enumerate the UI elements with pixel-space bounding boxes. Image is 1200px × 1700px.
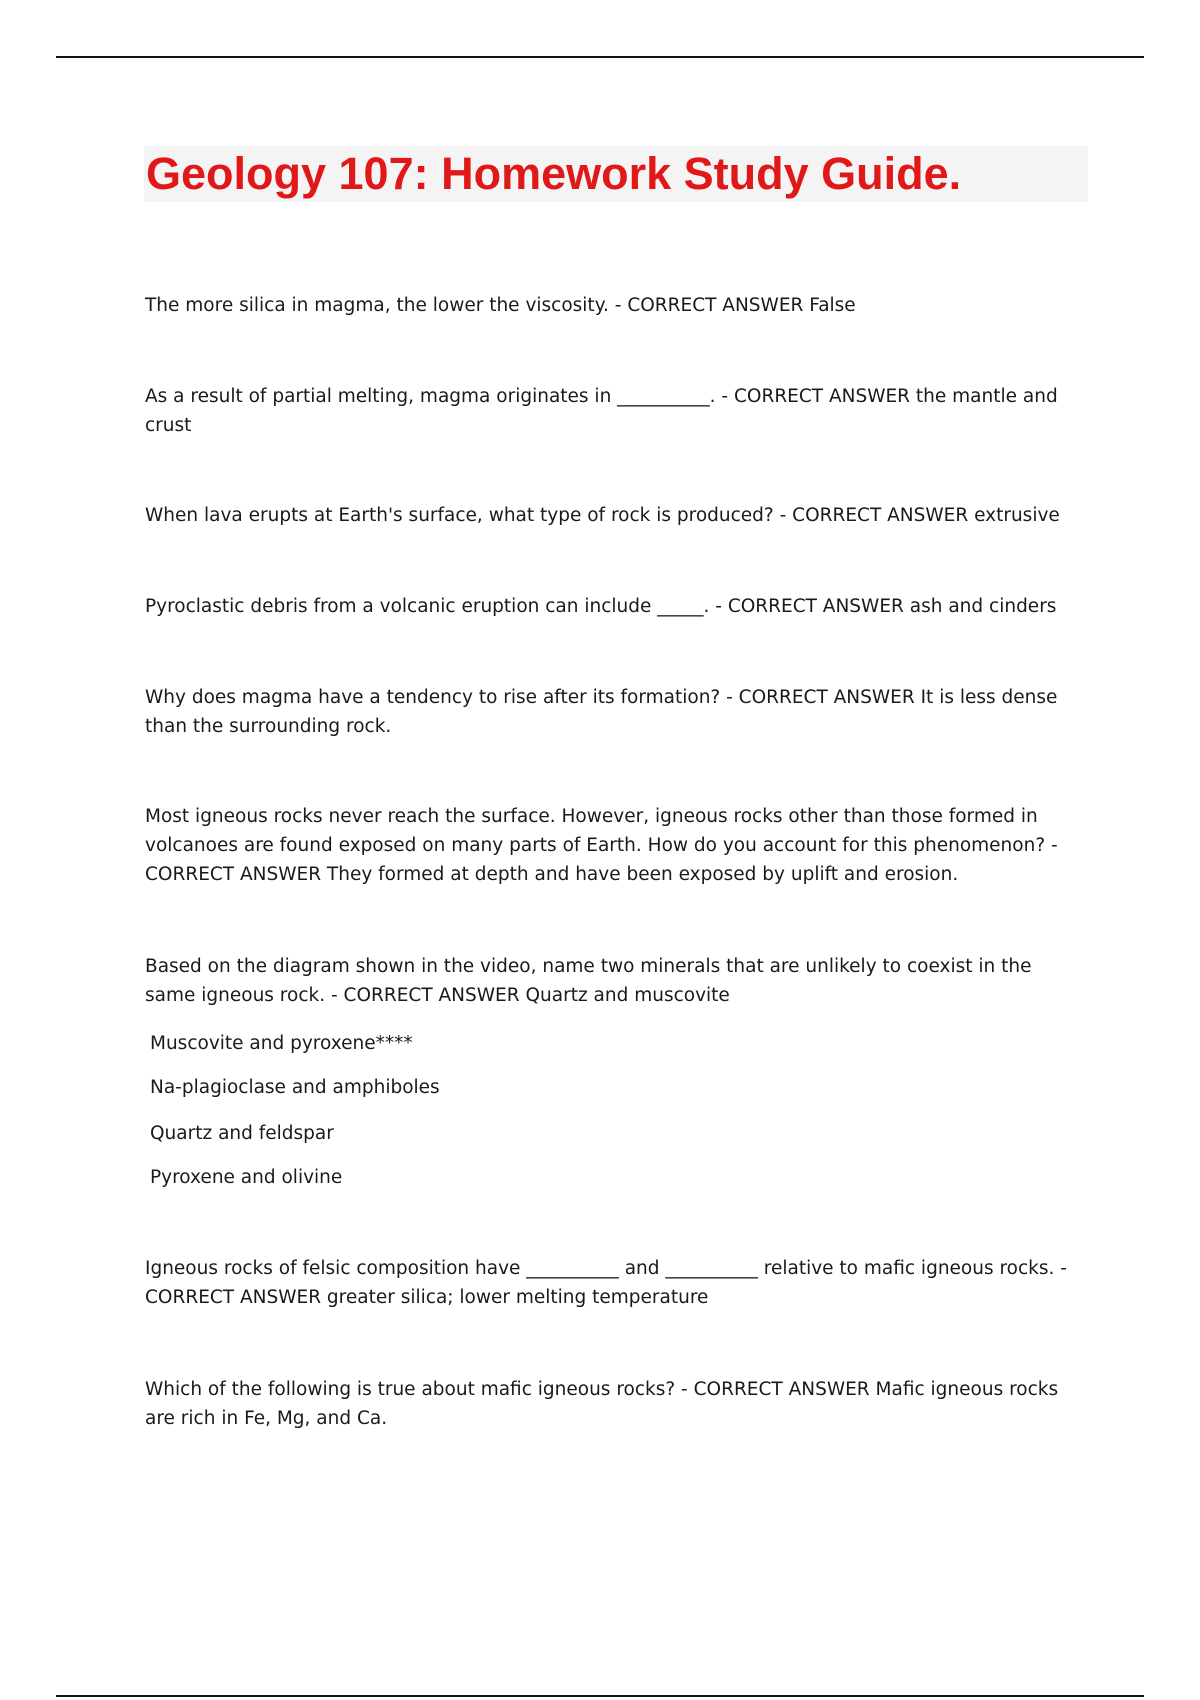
qa-entry-7: Based on the diagram shown in the video, name two minerals that are unlikely to coexist in the same igneous rock. - CORRECT ANSWER Quartz and muscovite bbox=[145, 956, 1032, 1006]
qa-entry-5: Why does magma have a tendency to rise after its formation? - CORRECT ANSWER It is less dense than the surrounding rock. bbox=[145, 687, 1058, 737]
answer-option-4: Pyroxene and olivine bbox=[150, 1167, 343, 1188]
qa-entry-2: As a result of partial melting, magma originates in __________. - CORRECT ANSWER the mantle and crust bbox=[145, 386, 1058, 436]
qa-entry-6: Most igneous rocks never reach the surface. However, igneous rocks other than those formed in volcanoes are found exposed on many parts of Earth. How do you account for this phenomenon? - CORRECT ANSWER They formed at depth and have been exposed by uplift and erosion. bbox=[145, 806, 1058, 885]
answer-option-1: Muscovite and pyroxene**** bbox=[150, 1033, 413, 1054]
answer-option-2: Na-plagioclase and amphiboles bbox=[150, 1077, 440, 1098]
qa-entry-4: Pyroclastic debris from a volcanic eruption can include _____. - CORRECT ANSWER ash and cinders bbox=[145, 596, 1057, 617]
document-title: Geology 107: Homework Study Guide. bbox=[146, 148, 962, 199]
qa-entry-9: Which of the following is true about mafic igneous rocks? - CORRECT ANSWER Mafic igneous rocks are rich in Fe, Mg, and Ca. bbox=[145, 1379, 1059, 1429]
qa-entry-3: When lava erupts at Earth's surface, what type of rock is produced? - CORRECT ANSWER extrusive bbox=[145, 505, 1060, 526]
qa-entry-1: The more silica in magma, the lower the viscosity. - CORRECT ANSWER False bbox=[145, 295, 856, 316]
top-rule bbox=[56, 56, 1144, 58]
qa-entry-8: Igneous rocks of felsic composition have __________ and __________ relative to mafic igneous rocks. - CORRECT ANSWER greater silica; lower melting temperature bbox=[145, 1258, 1067, 1308]
answer-option-3: Quartz and feldspar bbox=[150, 1123, 334, 1144]
bottom-rule bbox=[56, 1695, 1144, 1697]
